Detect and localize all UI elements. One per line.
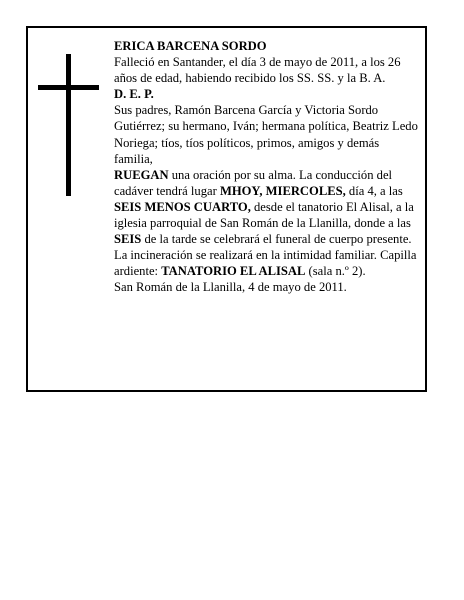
day-highlight: MHOY, MIERCOLES,: [219, 183, 346, 198]
deceased-name: ERICA BARCENA SORDO: [114, 39, 267, 53]
time-highlight: SEIS MENOS CUARTO,: [114, 199, 251, 214]
request-text-2: día 4, a las: [345, 183, 403, 198]
chapel-name: TANATORIO EL ALISAL: [161, 264, 306, 279]
place-date: San Román de la Llanilla, 4 de mayo de 2011.: [114, 280, 347, 295]
funeral-request: [114, 167, 418, 280]
family-list: Sus padres, Ramón Barcena García y Victoria Sordo Gutiérrez; su hermano, Iván; hermana política, Beatriz Ledo Noriega; tíos, tíos políticos, primos, amigos y demás familia,: [114, 103, 418, 166]
request-text-4: de la tarde se celebrará el funeral de cuerpo presente. La incineración se realizará en la intimidad familiar. Capilla ardiente:: [114, 232, 417, 279]
request-text-5: (sala n.º 2).: [305, 264, 366, 279]
funeral-hour-highlight: SEIS: [114, 232, 142, 247]
cross-icon-horizontal: [38, 85, 99, 90]
cross-icon-vertical: [66, 54, 71, 196]
request-text-3: desde el tanatorio El Alisal, a la iglesia parroquial de San Román de la Llanilla, donde a las: [114, 199, 414, 231]
obituary-text: [114, 38, 418, 296]
rip-line: D. E. P.: [114, 87, 154, 102]
request-text-1: una oración por su alma. La conducción del cadáver tendrá lugar: [114, 167, 393, 198]
death-details: Falleció en Santander, el día 3 de mayo de 2011, a los 26 años de edad, habiendo recibido los SS. SS. y la B. A.: [114, 55, 401, 86]
ruegan-word: RUEGAN: [114, 167, 169, 182]
